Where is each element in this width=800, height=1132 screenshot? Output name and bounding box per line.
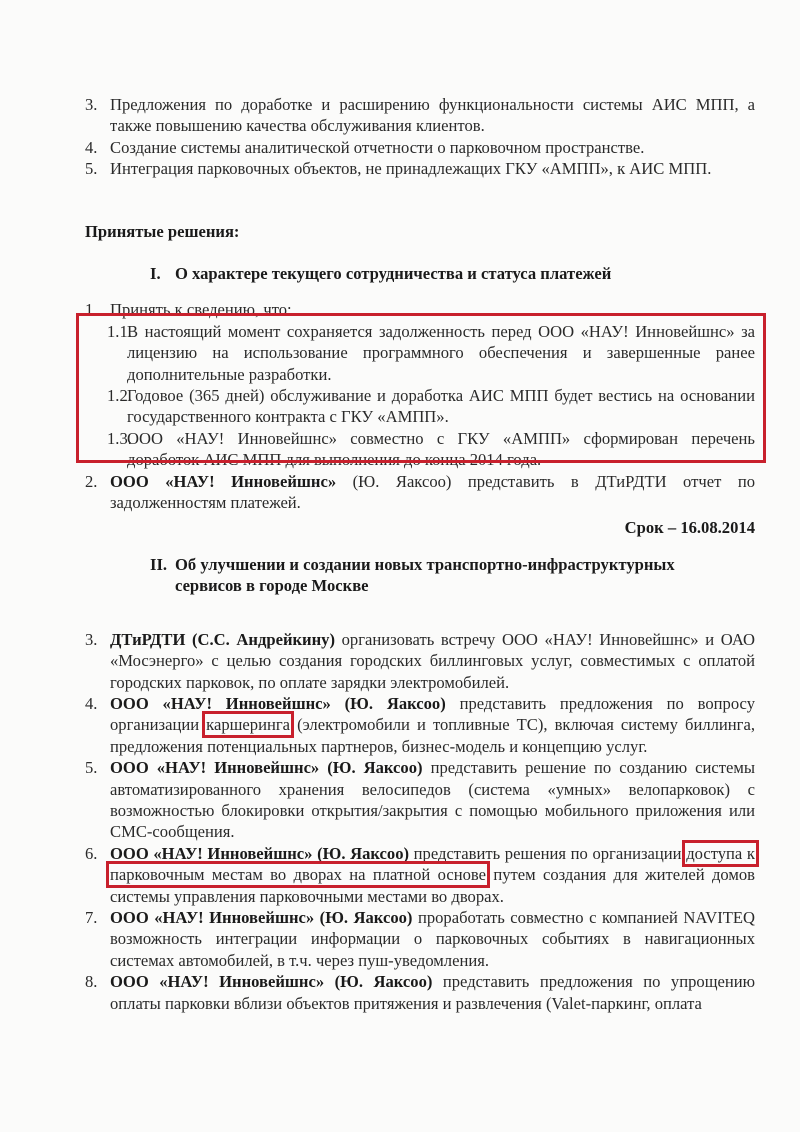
item-text: (электромобили и топливные ТС), включая систему биллинга, предложения потенциальных партнеров, бизнес-модель и концепцию услуг. [110,715,755,756]
item-number: 1.2. [107,386,132,406]
decision-item-6 [85,843,755,907]
document-page [85,94,755,1014]
item-number: 1. [85,300,98,320]
decision-item-8 [85,971,755,1014]
section-number: I. [150,264,161,284]
section-2-title [85,554,735,597]
responsible-party: ООО «НАУ! Инновейшнс» (Ю. Яаксоо) [110,972,433,992]
item-text: ООО «НАУ! Инновейшнс» совместно с ГКУ «АМПП» сформирован перечень доработок АИС МПП для выполнения до конца 2014 года. [127,428,755,470]
decision-item-4 [85,693,755,757]
highlighted-term: каршеринга [206,715,291,735]
deadline: Срок – 16.08.2014 [624,517,755,537]
item-text: представить решения по организации [409,843,687,863]
item-text: (Ю. Яаксоо) представить в ДТиРДТИ отчет по задолженностям платежей. [110,471,756,513]
agenda-item [85,158,755,179]
decision-item-7 [85,907,755,971]
decisions-heading: Принятые решения: [85,221,240,241]
item-text: представить решение по созданию системы автоматизированного хранения велосипедов (система «умных» велопарковок) с возможностью блокировки открытия/закрытия с помощью мобильного приложения или СМС-сообщения. [110,758,755,842]
responsible-party: ООО «НАУ! Инновейшнс» [110,471,337,491]
section-title-text: Об улучшении и создании новых транспортно-инфраструктурных сервисов в городе Москве [175,554,675,596]
responsible-party: ООО «НАУ! Инновейшнс» (Ю. Яаксоо) [110,843,410,863]
annotation-box-subitems [76,313,766,463]
item-number: 1.1. [107,321,132,341]
item-number: 7. [85,908,98,927]
item-text: представить предложения по вопросу организации [110,693,755,735]
item-text: Годовое (365 дней) обслуживание и доработка АИС МПП будет вестись на основании государственного контракта с ГКУ «АМПП». [127,386,755,427]
decision-item-3 [85,629,755,693]
section-title-text: О характере текущего сотрудничества и статуса платежей [175,264,612,284]
responsible-party: ООО «НАУ! Инновейшнс» (Ю. Яаксоо) [110,758,423,778]
item-text: Принять к сведению, что: [110,300,292,320]
responsible-party: ДТиРДТИ (С.С. Андрейкину) [110,629,336,649]
item-number: 1.3. [107,428,132,448]
item-number: 5. [85,758,98,778]
responsible-party: ООО «НАУ! Инновейшнс» (Ю. Яаксоо) [110,693,446,713]
decision-item-5 [85,757,755,843]
agenda-item [85,137,755,158]
item-text: проработать совместно с компанией NAVITEQ возможность интеграции информации о парковочных событиях в навигационных системах автомобилей, в т.ч. через пуш-уведомления. [110,908,755,970]
item-text: представить предложения по упрощению оплаты парковки вблизи объектов притяжения и развлечения (Valet-паркинг, оплата [110,972,755,1013]
item-text: организовать встречу ООО «НАУ! Инновейшнс» и ОАО «Мосэнерго» с целью создания городских биллинговых услуг, совместимых с оплатой городских парковок, по оплате зарядки электромобилей. [110,629,755,692]
highlighted-phrase: доступа к парковочным местам во дворах на платной основе [110,843,755,885]
item-text: Интеграция парковочных объектов, не принадлежащих ГКУ «АМПП», к АИС МПП. [110,159,712,179]
item-number: 4. [85,693,98,713]
item-number: 3. [85,95,98,114]
section-number: II. [150,554,168,574]
section-1-title [85,263,755,284]
item-number: 5. [85,159,98,179]
item-number: 4. [85,137,98,157]
agenda-item [85,94,755,137]
item-number: 2. [85,471,98,491]
agenda-list [85,94,755,180]
responsible-party: ООО «НАУ! Инновейшнс» (Ю. Яаксоо) [110,908,413,927]
item-text: путем создания для жителей домов системы управления парковочными местами во дворах. [110,865,755,906]
item-text: В настоящий момент сохраняется задолженность перед ООО «НАУ! Инновейшнс» за лицензию на использование программного обеспечения и завершенные ранее дополнительные разработки. [127,321,755,384]
item-number: 3. [85,629,98,649]
decision-item-2 [85,471,755,514]
item-text: Предложения по доработке и расширению функциональности системы АИС МПП, а также повышению качества обслуживания клиентов. [110,95,755,136]
item-number: 8. [85,972,98,992]
item-text: Создание системы аналитической отчетности о парковочном пространстве. [110,137,645,157]
item-number: 6. [85,843,98,863]
